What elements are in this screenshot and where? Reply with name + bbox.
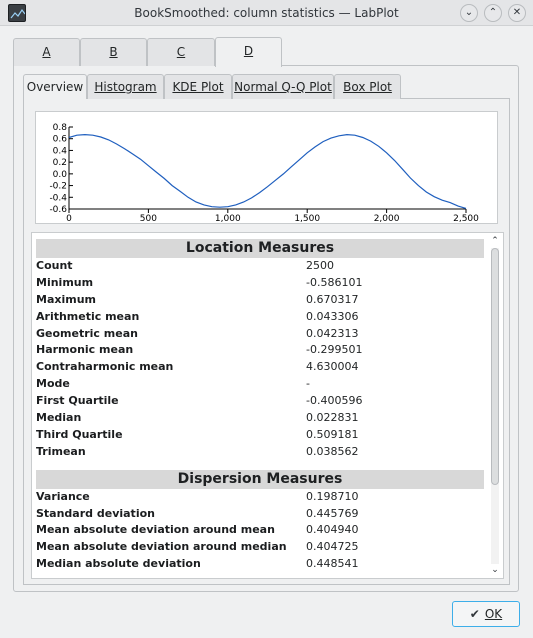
stat-value: 0.043306 xyxy=(306,309,359,323)
y-tick-label: -0.6 xyxy=(49,205,67,215)
x-tick-label: 500 xyxy=(139,214,157,223)
window-title: BookSmoothed: column statistics — LabPlot xyxy=(134,6,399,20)
stat-value: 0.509181 xyxy=(306,427,359,441)
stat-label: Third Quartile xyxy=(36,427,123,441)
stat-label: Arithmetic mean xyxy=(36,309,140,323)
tab-column-a[interactable] xyxy=(13,38,80,66)
tab-column-d[interactable] xyxy=(215,37,282,67)
x-tick-label: 1,000 xyxy=(214,214,241,223)
overview-plot xyxy=(35,111,498,224)
location-measures-list xyxy=(36,258,484,461)
tab-label: C xyxy=(176,45,186,59)
stat-label: Median xyxy=(36,411,82,425)
tab-label: A xyxy=(42,45,51,59)
stat-row xyxy=(36,275,484,292)
stat-label: Harmonic mean xyxy=(36,343,134,357)
scroll-down-icon[interactable]: ⌄ xyxy=(491,565,499,575)
statistics-panel xyxy=(31,232,504,579)
ok-button[interactable] xyxy=(452,601,520,627)
stat-label: Median absolute deviation xyxy=(36,557,201,571)
section-spacer xyxy=(36,461,484,470)
y-tick-label: -0.4 xyxy=(49,193,67,204)
stat-value: -0.400596 xyxy=(306,394,363,408)
stat-value: 0.445769 xyxy=(306,506,359,520)
title-bar xyxy=(0,0,533,26)
stat-row xyxy=(36,489,484,506)
stat-label: Contraharmonic mean xyxy=(36,360,174,374)
x-tick-label: 0 xyxy=(66,214,72,223)
stat-row xyxy=(36,427,484,444)
stat-value: 0.404940 xyxy=(306,523,359,537)
stat-label: Standard deviation xyxy=(36,506,155,520)
stat-row xyxy=(36,556,484,573)
tab-label: Histogram xyxy=(94,80,157,94)
stat-row xyxy=(36,326,484,343)
tab-box-plot[interactable] xyxy=(334,74,401,99)
check-icon: ✔ xyxy=(469,607,480,621)
statistics-table xyxy=(36,239,484,573)
y-tick-label: 0.6 xyxy=(52,134,67,145)
stat-label: Variance xyxy=(36,489,90,503)
x-tick-label: 2,000 xyxy=(373,214,400,223)
y-tick-label: -0.2 xyxy=(49,181,67,192)
stat-row xyxy=(36,309,484,326)
stat-row xyxy=(36,376,484,393)
stat-value: 0.670317 xyxy=(306,292,359,306)
scrollbar-thumb[interactable] xyxy=(491,248,499,485)
tab-normal-qq-plot[interactable] xyxy=(232,74,334,99)
y-tick-label: 0.8 xyxy=(52,123,67,133)
stat-label: Mode xyxy=(36,377,70,391)
stat-value: 0.448541 xyxy=(306,557,359,571)
maximize-button[interactable]: ⌃ xyxy=(484,4,502,22)
stat-label: Maximum xyxy=(36,292,96,306)
location-measures-header: Location Measures xyxy=(36,239,484,258)
close-button[interactable]: ✕ xyxy=(508,4,526,22)
stat-value: -0.586101 xyxy=(306,275,363,289)
tab-label: Overview xyxy=(26,80,84,94)
tab-kde-plot[interactable] xyxy=(164,74,232,99)
stat-label: Count xyxy=(36,259,73,272)
stat-label: Minimum xyxy=(36,275,94,289)
stat-value: 0.042313 xyxy=(306,326,359,340)
stat-value: 0.198710 xyxy=(306,489,359,503)
tab-histogram[interactable] xyxy=(87,74,164,99)
stat-value: 4.630004 xyxy=(306,360,359,374)
scroll-up-icon[interactable]: ⌃ xyxy=(491,236,499,246)
stat-value: 0.038562 xyxy=(306,444,359,458)
stat-label: Geometric mean xyxy=(36,326,138,340)
tab-column-c[interactable] xyxy=(147,38,215,66)
vertical-scrollbar[interactable] xyxy=(489,235,501,576)
stat-value: 0.022831 xyxy=(306,411,359,425)
stat-row xyxy=(36,506,484,523)
stat-row xyxy=(36,359,484,376)
stat-value: 0.404725 xyxy=(306,540,359,554)
stat-label: Trimean xyxy=(36,444,86,458)
stat-row xyxy=(36,258,484,275)
stat-label: Mean absolute deviation around median xyxy=(36,540,287,554)
tab-label: D xyxy=(243,44,254,58)
y-tick-label: 0.2 xyxy=(52,158,67,169)
y-tick-label: 0.0 xyxy=(52,169,67,180)
stat-row xyxy=(36,539,484,556)
stat-row xyxy=(36,292,484,309)
tab-column-b[interactable] xyxy=(80,38,147,66)
dispersion-measures-list xyxy=(36,489,484,573)
y-tick-label: 0.4 xyxy=(52,146,67,157)
stat-label: Mean absolute deviation around mean xyxy=(36,523,275,537)
stat-row xyxy=(36,342,484,359)
minimize-button[interactable]: ⌄ xyxy=(460,4,478,22)
stat-row xyxy=(36,522,484,539)
stat-value: -0.299501 xyxy=(306,343,363,357)
stat-row xyxy=(36,393,484,410)
dispersion-measures-header: Dispersion Measures xyxy=(36,470,484,489)
tab-label: B xyxy=(109,45,118,59)
stat-label: First Quartile xyxy=(36,394,119,408)
stat-row xyxy=(36,410,484,427)
overview-line-chart xyxy=(36,112,497,223)
tab-label: Normal Q-Q Plot xyxy=(234,80,332,94)
x-tick-label: 1,500 xyxy=(294,214,321,223)
stat-row xyxy=(36,444,484,461)
x-tick-label: 2,500 xyxy=(453,214,479,223)
stat-value: 2500 xyxy=(306,259,334,272)
data-series-line xyxy=(69,135,466,209)
tab-overview[interactable] xyxy=(23,74,87,99)
tab-label: KDE Plot xyxy=(172,80,224,94)
stat-value: - xyxy=(306,377,310,391)
ok-label: OK xyxy=(484,607,503,621)
tab-label: Box Plot xyxy=(343,80,392,94)
